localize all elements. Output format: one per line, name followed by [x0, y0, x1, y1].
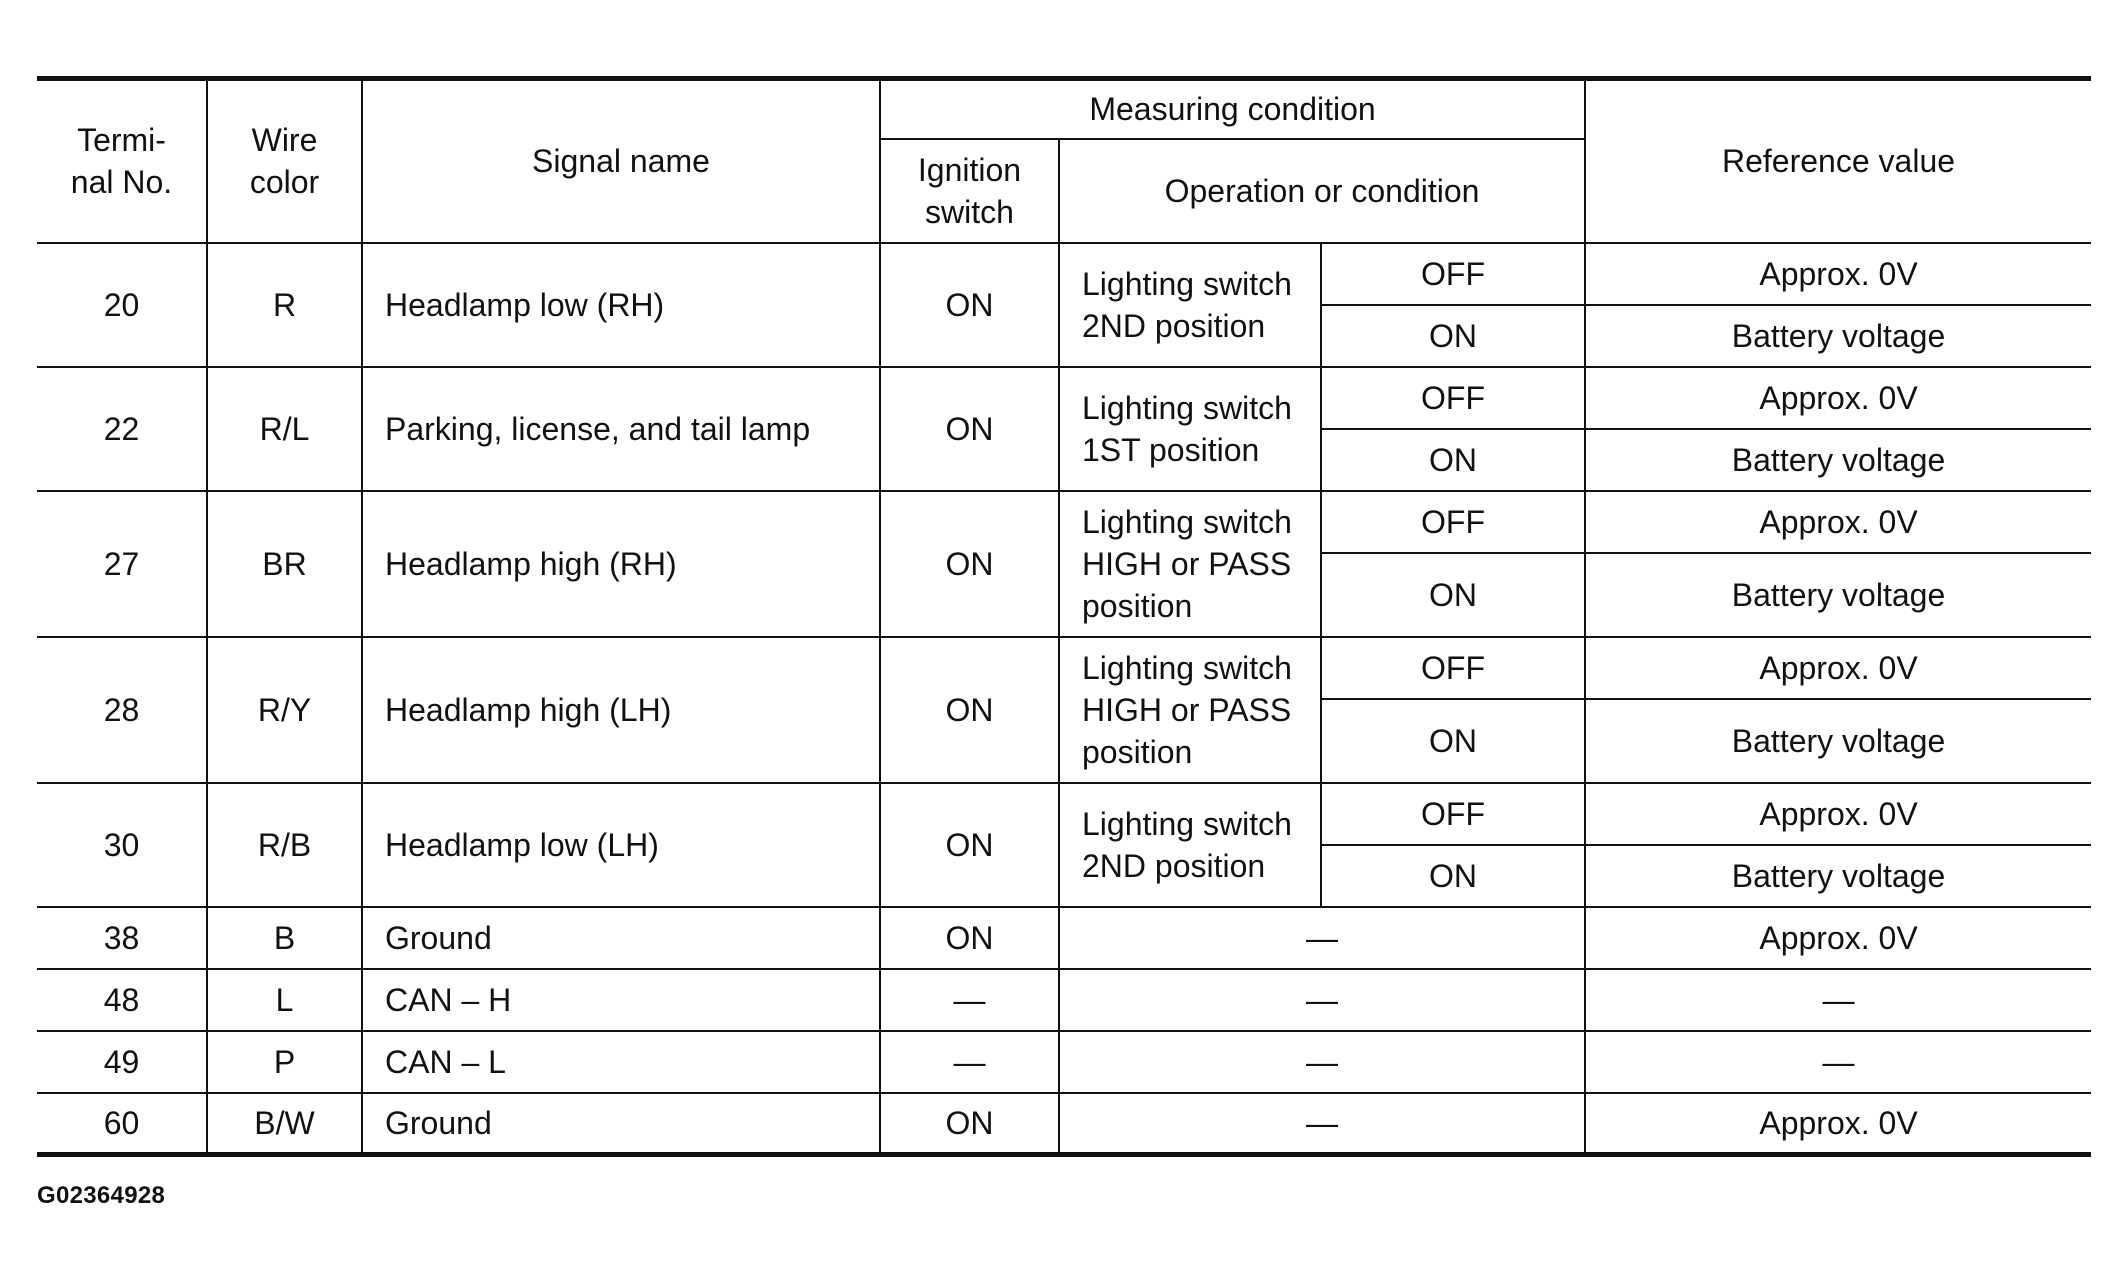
wire-color: R/B: [207, 783, 362, 907]
operation-condition: Lighting switch HIGH or PASS position: [1059, 491, 1321, 637]
ignition-switch: ON: [880, 907, 1059, 969]
operation-condition: Lighting switch 1ST position: [1059, 367, 1321, 491]
terminal-number: 30: [37, 783, 207, 907]
operation-condition: Lighting switch HIGH or PASS position: [1059, 637, 1321, 783]
wire-color: R: [207, 243, 362, 367]
reference-value: Approx. 0V: [1585, 243, 2091, 305]
operation-condition: —: [1059, 1093, 1585, 1155]
operation-state: ON: [1321, 429, 1585, 491]
reference-value: Approx. 0V: [1585, 1093, 2091, 1155]
table-row: [37, 1031, 2091, 1093]
signal-name: Ground: [362, 907, 880, 969]
table-row: [37, 367, 2091, 429]
reference-value: Battery voltage: [1585, 305, 2091, 367]
signal-name: Parking, license, and tail lamp: [362, 367, 880, 491]
ignition-switch: ON: [880, 637, 1059, 783]
wire-color: R/Y: [207, 637, 362, 783]
operation-condition: —: [1059, 1031, 1585, 1093]
header-operation-or-condition: Operation or condition: [1059, 139, 1585, 243]
terminal-number: 49: [37, 1031, 207, 1093]
signal-name: Ground: [362, 1093, 880, 1155]
header-reference-value: Reference value: [1585, 79, 2091, 243]
terminal-number: 27: [37, 491, 207, 637]
table-row: [37, 637, 2091, 699]
reference-value: Battery voltage: [1585, 845, 2091, 907]
operation-state: OFF: [1321, 367, 1585, 429]
signal-name: CAN – H: [362, 969, 880, 1031]
wire-color: L: [207, 969, 362, 1031]
signal-name: CAN – L: [362, 1031, 880, 1093]
operation-condition: —: [1059, 969, 1585, 1031]
table-row: [37, 243, 2091, 305]
operation-state: OFF: [1321, 491, 1585, 553]
wire-color: BR: [207, 491, 362, 637]
wire-color: P: [207, 1031, 362, 1093]
operation-state: OFF: [1321, 783, 1585, 845]
table-row: [37, 491, 2091, 553]
table-row: [37, 1093, 2091, 1155]
table-body: [37, 243, 2091, 1155]
wire-color: R/L: [207, 367, 362, 491]
header-measuring-condition: Measuring condition: [880, 79, 1585, 139]
ignition-switch: ON: [880, 783, 1059, 907]
figure-id-label: G02364928: [37, 1182, 166, 1209]
wire-color: B/W: [207, 1093, 362, 1155]
signal-name: Headlamp low (LH): [362, 783, 880, 907]
reference-value: Approx. 0V: [1585, 637, 2091, 699]
ignition-switch: ON: [880, 1093, 1059, 1155]
terminal-number: 28: [37, 637, 207, 783]
operation-condition: Lighting switch 2ND position: [1059, 783, 1321, 907]
reference-value: Battery voltage: [1585, 429, 2091, 491]
operation-state: OFF: [1321, 637, 1585, 699]
operation-state: ON: [1321, 845, 1585, 907]
reference-value: Approx. 0V: [1585, 783, 2091, 845]
ignition-switch: ON: [880, 367, 1059, 491]
reference-value: Approx. 0V: [1585, 907, 2091, 969]
operation-state: ON: [1321, 699, 1585, 783]
header-wire-color: Wire color: [207, 79, 362, 243]
reference-value: Approx. 0V: [1585, 491, 2091, 553]
operation-condition: Lighting switch 2ND position: [1059, 243, 1321, 367]
header-signal-name: Signal name: [362, 79, 880, 243]
ignition-switch: ON: [880, 243, 1059, 367]
reference-value: Battery voltage: [1585, 553, 2091, 637]
operation-state: OFF: [1321, 243, 1585, 305]
signal-name: Headlamp high (RH): [362, 491, 880, 637]
signal-name: Headlamp high (LH): [362, 637, 880, 783]
terminal-reference-table: [37, 76, 2091, 1157]
ignition-switch: —: [880, 1031, 1059, 1093]
operation-state: ON: [1321, 305, 1585, 367]
header-terminal-no: Termi- nal No.: [37, 79, 207, 243]
terminal-number: 22: [37, 367, 207, 491]
table-row: [37, 969, 2091, 1031]
ignition-switch: —: [880, 969, 1059, 1031]
table-row: [37, 783, 2091, 845]
header-ignition-switch: Ignition switch: [880, 139, 1059, 243]
terminal-number: 20: [37, 243, 207, 367]
terminal-number: 48: [37, 969, 207, 1031]
reference-value: Approx. 0V: [1585, 367, 2091, 429]
reference-value: Battery voltage: [1585, 699, 2091, 783]
operation-condition: —: [1059, 907, 1585, 969]
table-row: [37, 907, 2091, 969]
wire-color: B: [207, 907, 362, 969]
reference-value: —: [1585, 969, 2091, 1031]
signal-name: Headlamp low (RH): [362, 243, 880, 367]
reference-value: —: [1585, 1031, 2091, 1093]
terminal-number: 38: [37, 907, 207, 969]
operation-state: ON: [1321, 553, 1585, 637]
terminal-number: 60: [37, 1093, 207, 1155]
ignition-switch: ON: [880, 491, 1059, 637]
